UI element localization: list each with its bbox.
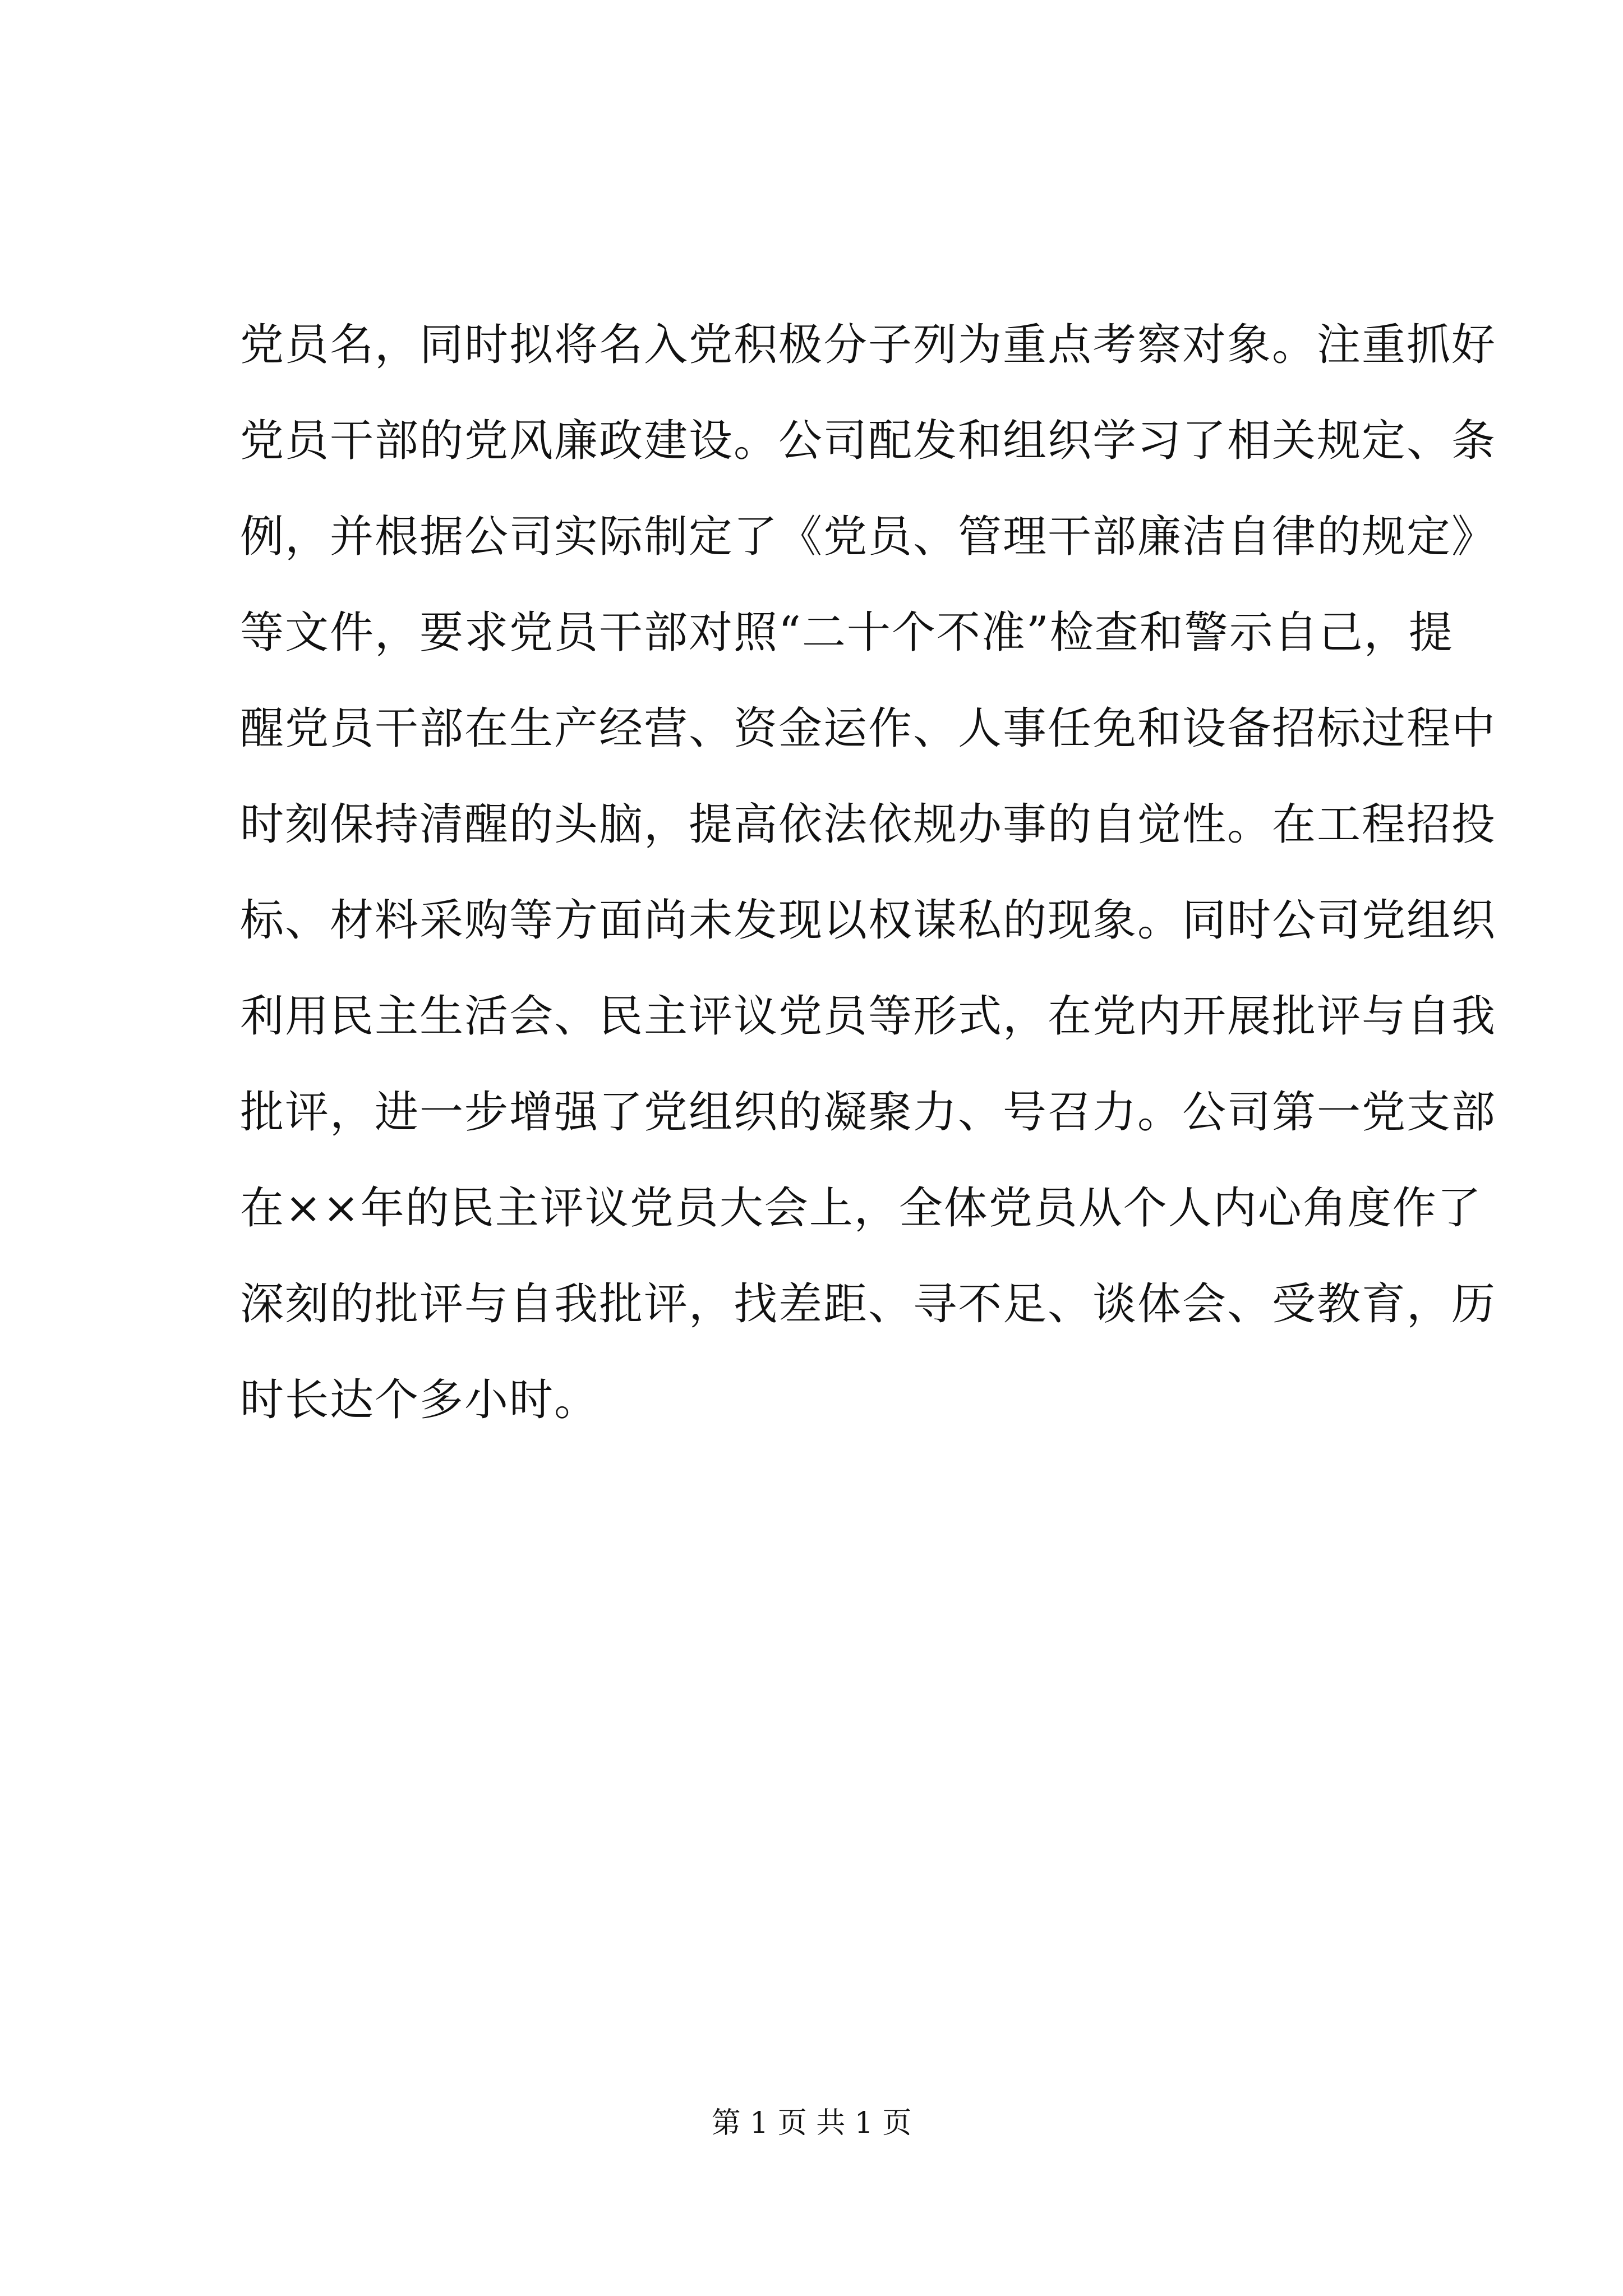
text-line-7: 标、材料采购等方面尚未发现以权谋私的现象。同时公司党组织 (240, 895, 1497, 946)
text-line-1: 党员名，同时拟将名入党积极分子列为重点考察对象。注重抓好 (240, 320, 1497, 370)
text-line-11: 深刻的批评与自我批评，找差距、寻不足、谈体会、受教育，历 (240, 1279, 1497, 1329)
text-line-5: 醒党员干部在生产经营、资金运作、人事任免和设备招标过程中 (240, 703, 1497, 754)
body-paragraph (240, 297, 1497, 1448)
text-line-6: 时刻保持清醒的头脑，提高依法依规办事的自觉性。在工程招投 (240, 799, 1497, 850)
text-line-2: 党员干部的党风廉政建设。公司配发和组织学习了相关规定、条 (240, 416, 1497, 466)
text-line-9: 批评，进一步增强了党组织的凝聚力、号召力。公司第一党支部 (240, 1087, 1497, 1138)
text-line-12: 时长达个多小时。 (240, 1375, 600, 1425)
text-line-8: 利用民主生活会、民主评议党员等形式，在党内开展批评与自我 (240, 991, 1497, 1042)
text-line-10: 在××年的民主评议党员大会上，全体党员从个人内心角度作了 (240, 1183, 1482, 1234)
text-line-3: 例，并根据公司实际制定了《党员、管理干部廉洁自律的规定》 (240, 512, 1497, 562)
text-line-4: 等文件，要求党员干部对照“二十个不准”检查和警示自己，提 (240, 608, 1454, 658)
page-footer: 第 1 页 共 1 页 (711, 2106, 912, 2140)
